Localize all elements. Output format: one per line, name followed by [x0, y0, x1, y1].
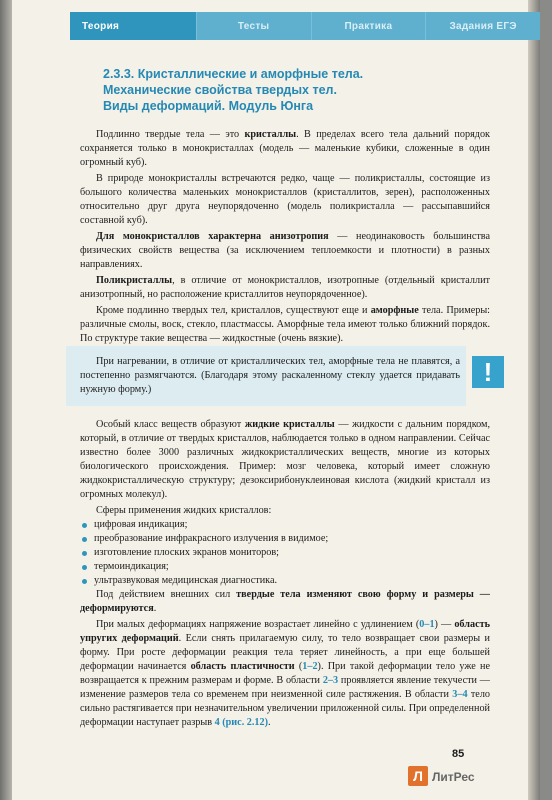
list-item: термоиндикация; [80, 560, 490, 574]
page-number: 85 [452, 748, 465, 760]
term-liquid-crystals: жидкие кристаллы [244, 419, 335, 430]
page-fold-left [0, 0, 12, 800]
region-ref: 3–4 [452, 689, 468, 700]
term-amorphous: аморфные [370, 305, 419, 316]
tab-theory[interactable]: Теория [70, 12, 196, 40]
paragraph-liquid-crystals [80, 418, 490, 502]
region-ref: 1–2 [302, 661, 318, 672]
exclamation-icon: ! [472, 356, 504, 388]
figure-ref: 4 (рис. 2.12) [214, 717, 269, 728]
text-run: ) — [434, 619, 455, 630]
paragraph-elasticity [80, 618, 490, 730]
text-run: ( [294, 661, 303, 672]
text-run: . [153, 603, 157, 614]
text-run: . В пределах всего тела дальний порядок сохраняется только в монокристаллах (модель — маленькие кубики, сложенные в один огромный куб). [80, 129, 490, 168]
litres-logo-icon: Л [408, 766, 428, 786]
text-run: При малых деформациях напряжение возрастает линейно с удлинением ( [96, 619, 420, 630]
paragraph-amorphous [80, 304, 490, 346]
text-run: Кроме подлинно твердых тел, кристаллов, существуют еще и [96, 305, 371, 316]
watermark-text: ЛитРес [432, 770, 475, 784]
list-item: цифровая индикация; [80, 518, 490, 532]
heading-line-1: 2.3.3. Кристаллические и аморфные тела. [103, 67, 364, 81]
heading-line-2: Механические свойства твердых тел. [103, 83, 337, 97]
paragraph-polycrystals: В природе монокристаллы встречаются редко, чаще — поликристаллы, состоящие из большого количества маленьких монокристаллов (кристаллитов, зерен), расположенных относительно друг друга неупорядоченно (модель поликристалла — рассыпавшийся составной куб). [80, 173, 490, 226]
tab-tests[interactable]: Тесты [196, 12, 311, 40]
region-ref: 2–3 [322, 675, 339, 686]
section-heading [103, 66, 443, 114]
text-run: тело сильно растягивается при незначительном увеличении приложенной силы. При определенной деформации наступает разрыв [80, 689, 490, 728]
tab-bar [70, 12, 540, 40]
tab-exam-tasks[interactable]: Задания ЕГЭ [425, 12, 540, 40]
text-run: — неодинаковость большинства физических свойств вещества (за исключением теплоемкости и плотности) в разных направлениях. [80, 231, 490, 270]
text-run: . [268, 717, 271, 728]
paragraph-isotropy [80, 274, 490, 302]
text-run: проявляется явление текучести — изменение размеров тела со временем при неизменной силе растяжения. В области [80, 675, 490, 700]
term-anisotropy: Для монокристаллов характерна анизотропия [96, 231, 329, 242]
heading-line-3: Виды деформаций. Модуль Юнга [103, 99, 314, 113]
term-deformation: твердые тела изменяют свою форму и размеры — деформируются [80, 589, 490, 614]
paragraph-anisotropy [80, 230, 490, 272]
list-item: ультразвуковая медицинская диагностика. [80, 574, 490, 588]
applications-list [80, 518, 490, 588]
text-run: Особый класс веществ образуют [96, 419, 245, 430]
page-fold-right [528, 0, 540, 800]
text-run: Подлинно твердые тела — это [96, 129, 245, 140]
body-text-top [80, 128, 490, 346]
list-item: изготовление плоских экранов мониторов; [80, 546, 490, 560]
paragraph-applications: Сферы применения жидких кристаллов: [96, 505, 272, 516]
body-text-bottom [80, 418, 490, 730]
text-run: , в отличие от монокристаллов, изотропные (отдельный кристаллит анизотропный, но расположение кристаллитов неупорядоченное). [80, 275, 490, 300]
paragraph-deformation [80, 588, 490, 616]
term-polycrystals: Поликристаллы [96, 275, 173, 286]
term-elastic-region: область упругих деформаций [80, 619, 490, 644]
text-run: Под действием внешних сил [96, 589, 237, 600]
note-text: При нагревании, в отличие от кристаллических тел, аморфные тела не плавятся, а постепенно размягчаются. (Благодаря этому раскаленному стеклу удается придавать нужную форму.) [80, 356, 460, 395]
tab-practice[interactable]: Практика [311, 12, 426, 40]
region-ref: 0–1 [419, 619, 435, 630]
term-plastic-region: область пластичности [190, 661, 295, 672]
list-item: преобразование инфракрасного излучения в видимое; [80, 532, 490, 546]
text-run: ). При такой деформации тело уже не возвращается к прежним размерам и форме. В области [80, 661, 490, 686]
text-run: тела. Примеры: различные смолы, воск, стекло, пластмассы. Аморфные тела имеют только ближний порядок. По структуре такие вещества — жидкостные (очень вязкие). [80, 305, 490, 344]
text-run: — жидкости с дальним порядком, который, в отличие от твердых кристаллов, наблюдается только в одном направлении. Сейчас известно более 3000 различных жидкокристаллических веществ, многие из которых биологического происхождения. Пример: мозг человека, который имеет сложную жидкокристаллическую структуру; дезоксирибонуклеиновая кислота (жидкий кристалл из огромных молекул). [80, 419, 491, 500]
text-run: . Если снять прилагаемую силу, то тело возвращает свои размеры и форму. При росте деформации реакция тела теряет линейность, а при еще большей деформации начинается [80, 633, 490, 672]
term-crystals: кристаллы [244, 129, 297, 140]
paragraph-crystals [80, 128, 490, 170]
